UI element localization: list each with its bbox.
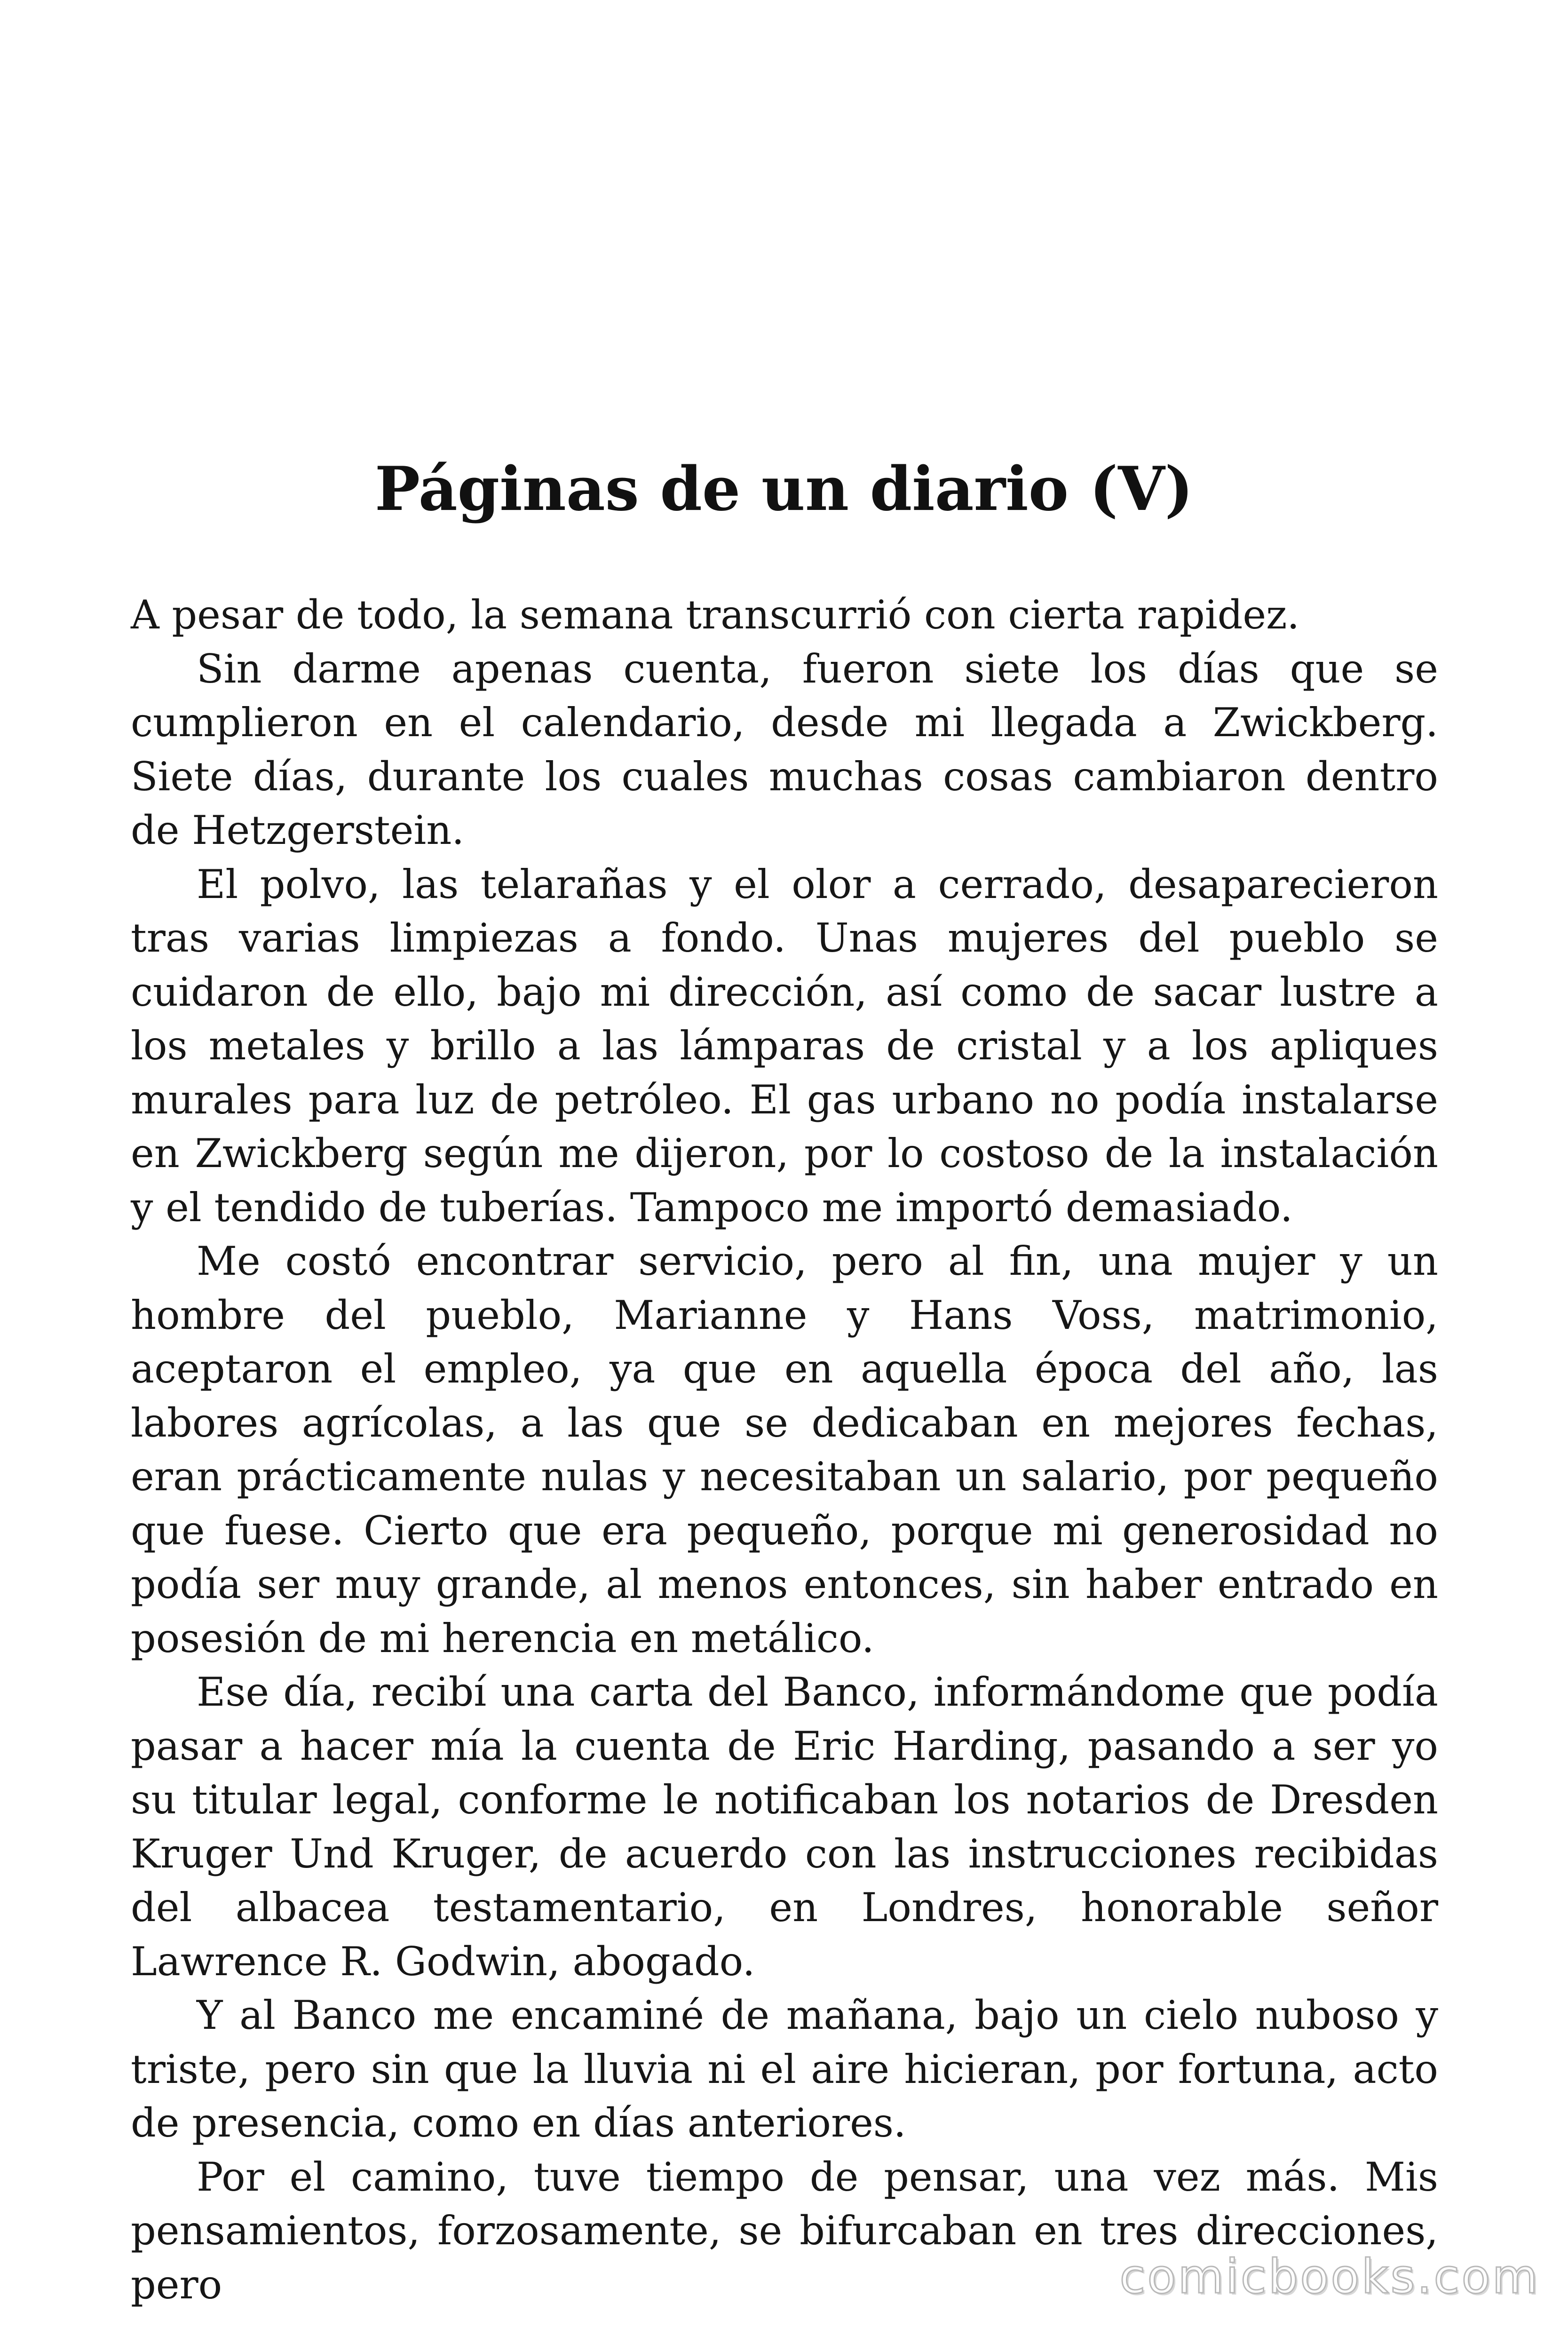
paragraph: Por el camino, tuve tiempo de pensar, una vez más. Mis pensamientos, forzosamente, se bifurcaban en tres direcciones, pero xyxy=(131,2153,1438,2308)
paragraph: Sin darme apenas cuenta, fueron siete los días que se cumplieron en el calendario, desde mi llegada a Zwickberg. Siete días, durante los cuales muchas cosas cambiaron dentro de Hetzgerstein. xyxy=(131,645,1438,853)
paragraph: Ese día, recibí una carta del Banco, informándome que podía pasar a hacer mía la cuenta de Eric Harding, pasando a ser yo su titular legal, conforme le notificaban los notarios de Dresden Kruger Und Kruger, de acuerdo con las instrucciones recibidas del albacea testamentario, en Londres, honorable señor Lawrence R. Godwin, abogado. xyxy=(131,1669,1438,1985)
paragraph: A pesar de todo, la semana transcurrió con cierta rapidez. xyxy=(131,592,1300,638)
body-text xyxy=(131,588,1438,2312)
paragraph: Y al Banco me encaminé de mañana, bajo un cielo nuboso y triste, pero sin que la lluvia ni el aire hicieran, por fortuna, acto de presencia, como en días anteriores. xyxy=(131,1992,1438,2146)
watermark: comicbooks.com xyxy=(1119,2249,1540,2304)
paragraph: El polvo, las telarañas y el olor a cerrado, desaparecieron tras varias limpiezas a fondo. Unas mujeres del pueblo se cuidaron de ello, bajo mi dirección, así como de sacar lustre a los metales y brillo a las lámparas de cristal y a los apliques murales para luz de petróleo. El gas urbano no podía instalarse en Zwickberg según me dijeron, por lo costoso de la instalación y el tendido de tuberías. Tampoco me importó demasiado. xyxy=(131,861,1438,1231)
chapter-title: Páginas de un diario (V) xyxy=(374,454,1194,524)
paragraph: Me costó encontrar servicio, pero al fin, una mujer y un hombre del pueblo, Marianne y Hans Voss, matrimonio, aceptaron el empleo, ya que en aquella época del año, las labores agrícolas, a las que se dedicaban en mejores fechas, eran prácticamente nulas y necesitaban un salario, por pequeño que fuese. Cierto que era pequeño, porque mi generosidad no podía ser muy grande, al menos entonces, sin haber entrado en posesión de mi herencia en metálico. xyxy=(131,1238,1438,1661)
